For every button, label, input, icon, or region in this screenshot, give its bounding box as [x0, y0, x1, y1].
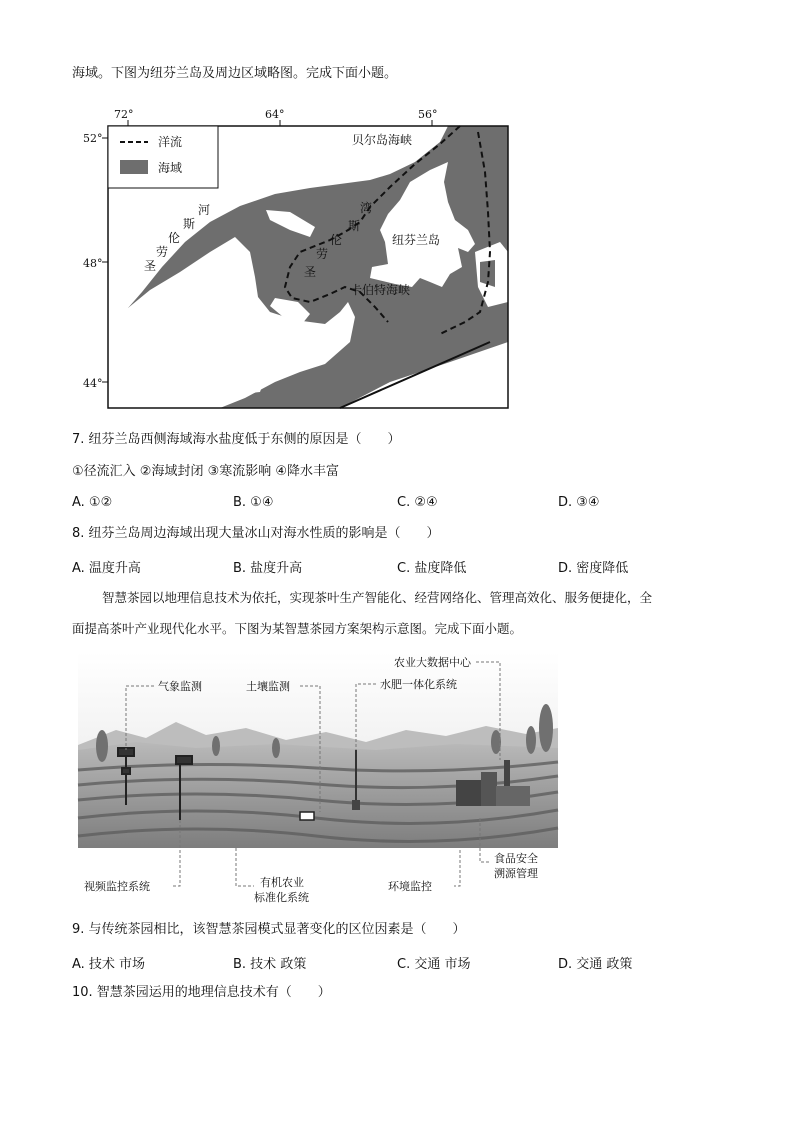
- smart-tea-garden-diagram: [76, 650, 560, 906]
- q7-option-b: B. ①④: [233, 495, 274, 510]
- label-fertigation-system: 水肥一体化系统: [380, 678, 457, 691]
- label-river-char-3: 伦: [168, 231, 181, 245]
- q9-stem: 9. 与传统茶园相比，该智慧茶园模式显著变化的区位因素是（ ）: [72, 922, 466, 937]
- label-weather-monitoring: 气象监测: [158, 680, 202, 693]
- label-environment-monitoring: 环境监控: [388, 880, 432, 893]
- q10-stem: 10. 智慧茶园运用的地理信息技术有（ ）: [72, 985, 331, 1000]
- label-food-safety-1: 食品安全: [494, 852, 538, 865]
- q9-option-a: A. 技术 市场: [72, 957, 146, 972]
- label-river-char-1: 河: [198, 203, 211, 217]
- q7-option-d: D. ③④: [558, 495, 600, 510]
- label-gulf-char-4: 劳: [316, 247, 329, 261]
- q7-stem: 7. 纽芬兰岛西侧海域海水盐度低于东侧的原因是（ ）: [72, 432, 401, 447]
- label-river-char-4: 劳: [156, 245, 169, 259]
- q8-option-a: A. 温度升高: [72, 561, 141, 576]
- landscape-photo: [78, 652, 558, 904]
- label-video-surveillance: 视频监控系统: [84, 880, 150, 893]
- label-cabot-strait: 卡伯特海峡: [350, 283, 411, 297]
- q8-option-c: C. 盐度降低: [397, 561, 467, 576]
- q7-option-c: C. ②④: [397, 495, 438, 510]
- label-belle-isle-strait: 贝尔岛海峡: [352, 133, 413, 147]
- lat-label-44: 44°: [83, 377, 103, 390]
- q8-stem: 8. 纽芬兰岛周边海域出现大量冰山对海水性质的影响是（ ）: [72, 526, 440, 541]
- label-gulf-char-3: 伦: [330, 233, 343, 247]
- lon-label-56: 56°: [418, 108, 438, 121]
- legend-current-label: 洋流: [158, 135, 183, 149]
- q9-option-d: D. 交通 政策: [558, 957, 633, 972]
- label-gulf-char-5: 圣: [304, 265, 317, 279]
- label-organic-agriculture-2: 标准化系统: [254, 891, 309, 904]
- q9-option-b: B. 技术 政策: [233, 957, 307, 972]
- lat-label-48: 48°: [83, 257, 103, 270]
- q8-option-d: D. 密度降低: [558, 561, 629, 576]
- lat-label-52: 52°: [83, 132, 103, 145]
- q7-option-a: A. ①②: [72, 495, 113, 510]
- label-gulf-char-2: 斯: [348, 219, 361, 233]
- label-organic-agriculture-1: 有机农业: [260, 876, 304, 889]
- legend-sea-label: 海域: [158, 161, 183, 175]
- map-legend: [108, 126, 218, 188]
- lon-label-72: 72°: [114, 108, 134, 121]
- label-river-char-5: 圣: [144, 259, 157, 273]
- intro-text-1: 海域。下图为纽芬兰岛及周边区域略图。完成下面小题。: [72, 66, 398, 81]
- label-soil-monitoring: 土壤监测: [246, 680, 290, 693]
- label-newfoundland-island: 纽芬兰岛: [392, 233, 441, 247]
- intro-text-2-line2: 面提高茶叶产业现代化水平。下图为某智慧茶园方案架构示意图。完成下面小题。: [72, 621, 523, 636]
- label-agri-big-data-center: 农业大数据中心: [394, 656, 471, 669]
- intro-text-2-line1: 智慧茶园以地理信息技术为依托，实现茶叶生产智能化、经营网络化、管理高效化、服务便捷化，全: [102, 590, 653, 605]
- label-gulf-char-1: 湾: [360, 201, 373, 215]
- newfoundland-map: [70, 102, 520, 412]
- q9-option-c: C. 交通 市场: [397, 957, 471, 972]
- q7-items: ①径流汇入 ②海域封闭 ③寒流影响 ④降水丰富: [72, 464, 340, 479]
- label-food-safety-2: 溯源管理: [494, 867, 538, 880]
- q8-option-b: B. 盐度升高: [233, 561, 303, 576]
- label-river-char-2: 斯: [183, 217, 196, 231]
- lon-label-64: 64°: [265, 108, 285, 121]
